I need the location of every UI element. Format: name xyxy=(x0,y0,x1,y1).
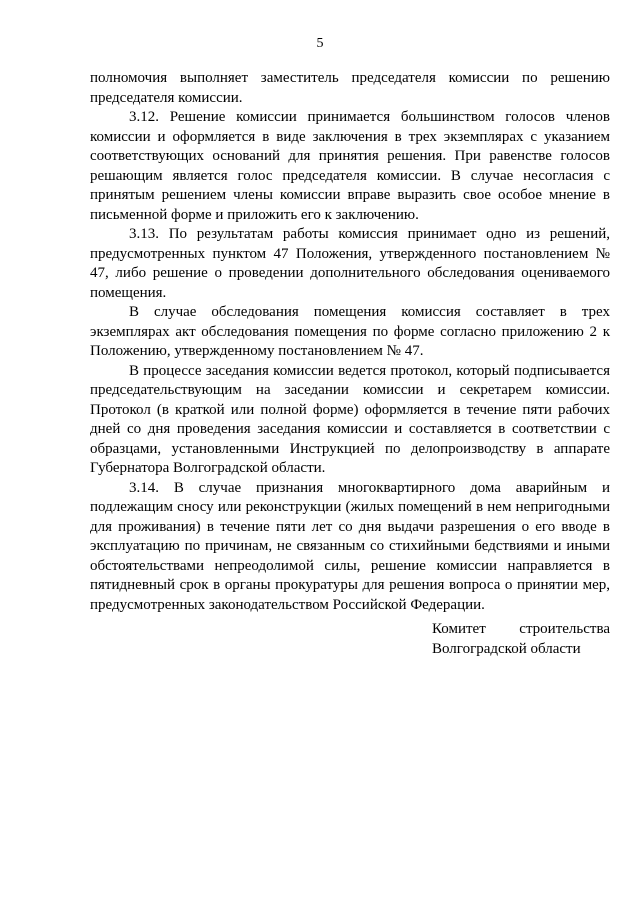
signature-word-2: строительства xyxy=(519,621,610,637)
paragraph-continuation: полномочия выполняет заместитель председателя комиссии по решению председателя комиссии. xyxy=(90,70,610,106)
signature-block xyxy=(432,619,610,659)
document-body xyxy=(90,69,610,615)
signature-line-1 xyxy=(432,619,610,639)
page-number: 5 xyxy=(316,36,324,51)
paragraph-3-13: 3.13. По результатам работы комиссия принимает одно из решений, предусмотренных пунктом 47 Положения, утвержденного постановлением № 47, либо решение о проведении дополнительного обследования оцениваемого помещения. xyxy=(90,226,610,301)
signature-word-1: Комитет xyxy=(432,621,486,637)
paragraph-3-12: 3.12. Решение комиссии принимается большинством голосов членов комиссии и оформляется в виде заключения в трех экземплярах с указанием соответствующих оснований для принятия решения. При равенстве голосов решающим является голос председателя комиссии. В случае несогласия с принятым решением члены комиссии вправе выразить свое особое мнение в письменной форме и приложить его к заключению. xyxy=(90,109,610,223)
paragraph-protocol: В процессе заседания комиссии ведется протокол, который подписывается председательствующим на заседании комиссии и секретарем комиссии. Протокол (в краткой или полной форме) оформляется в течение пяти рабочих дней со дня проведения заседания комиссии и составляется в соответствии с образцами, установленными Инструкцией по делопроизводству в аппарате Губернатора Волгоградской области. xyxy=(90,362,610,476)
paragraph-inspection-act: В случае обследования помещения комиссия составляет в трех экземплярах акт обследования помещения по форме согласно приложению 2 к Положению, утвержденному постановлением № 47. xyxy=(90,304,610,359)
paragraph-3-14: 3.14. В случае признания многоквартирного дома аварийным и подлежащим сносу или реконструкции (жилых помещений в нем непригодными для проживания) в течение пяти лет со дня выдачи разрешения о его вводе в эксплуатацию по причинам, не связанным со стихийными бедствиями и иными обстоятельствами непреодолимой силы, решение комиссии направляется в пятидневный срок в органы прокуратуры для решения вопроса о принятии мер, предусмотренных законодательством Российской Федерации. xyxy=(90,479,610,613)
signature-line-2: Волгоградской области xyxy=(432,641,581,657)
